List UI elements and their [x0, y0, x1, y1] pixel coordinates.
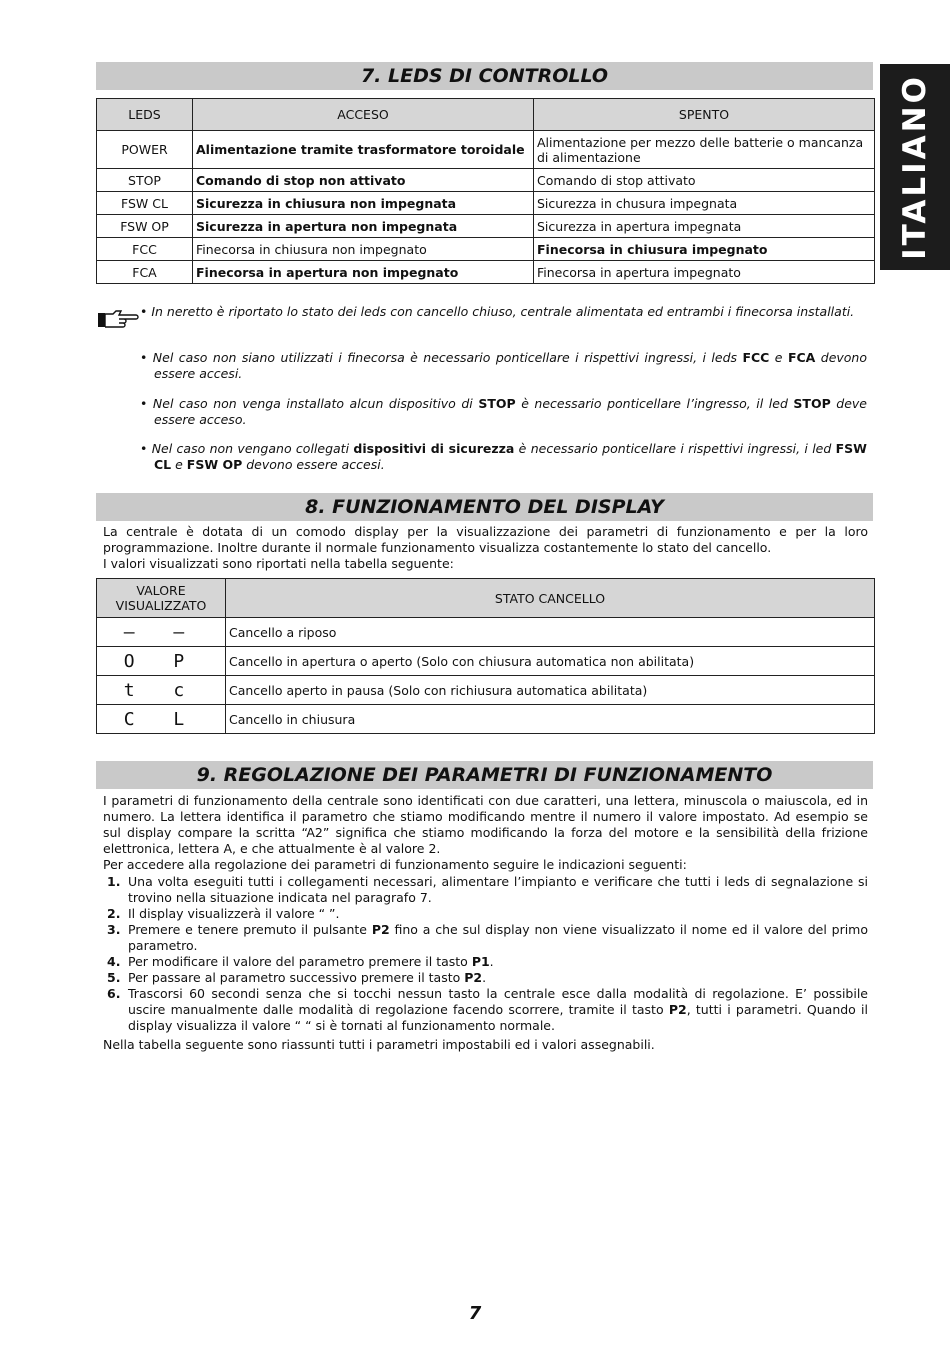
led-on-state: Finecorsa in apertura non impegnato [193, 261, 534, 284]
list-item: 6. Trascorsi 60 secondi senza che si tocchi nessun tasto la centrale esce dalla modalità di regolazione. E’ possibile uscire manualmente dalle modalità di regolazione facendo scorrere, tramite il tasto P2, tutti i parametri. Quando il display visualizza il valore “ “ si è tornati al funzionamento normale. [107, 986, 869, 1033]
col-header-stato: STATO CANCELLO [226, 579, 875, 618]
table-row [97, 261, 875, 284]
list-item: 1. Una volta eseguiti tutti i collegamenti necessari, alimentare l’impianto e verificare che tutti i leds di segnalazione si trovino nella situazione indicata nel paragrafo 7. [107, 874, 868, 905]
led-off-state: Alimentazione per mezzo delle batterie o mancanza di alimentazione [534, 131, 875, 169]
led-on-state: Sicurezza in chiusura non impegnata [193, 192, 534, 215]
table-row [97, 705, 875, 734]
led-on-state: Finecorsa in chiusura non impegnato [193, 238, 534, 261]
display-value: O P [97, 647, 226, 676]
pointing-hand-icon [97, 308, 141, 330]
section-8-title: 8. FUNZIONAMENTO DEL DISPLAY [96, 493, 873, 521]
table-row [97, 169, 875, 192]
led-off-state: Sicurezza in apertura impegnata [534, 215, 875, 238]
list-item: 3. Premere e tenere premuto il pulsante P2 fino a che sul display non viene visualizzato il nome ed il valore del primo parametro. [107, 922, 869, 953]
table-row [97, 238, 875, 261]
list-item: 2. Il display visualizzerà il valore “ ”. [107, 906, 340, 921]
led-name: FSW CL [97, 192, 193, 215]
language-tab-label: ITALIANO [897, 74, 933, 260]
table-row [97, 676, 875, 705]
display-header-row [97, 579, 875, 618]
gate-state: Cancello a riposo [226, 618, 875, 647]
led-name: STOP [97, 169, 193, 192]
display-value: t c [97, 676, 226, 705]
note-3: • Nel caso non venga installato alcun dispositivo di STOP è necessario ponticellare l’ingresso, il led STOP deve essere acceso. [140, 396, 868, 427]
gate-state: Cancello in apertura o aperto (Solo con chiusura automatica non abilitata) [226, 647, 875, 676]
steps-list [103, 874, 868, 1034]
list-item: 4. Per modificare il valore del parametro premere il tasto P1. [107, 954, 494, 969]
section-9-intro: I parametri di funzionamento della centrale sono identificati con due caratteri, una lettera, minuscola o maiuscola, ed in numero. La lettera identifica il parametro che stiamo modificando mentre il numero il valore impostato. Ad esempio se sul display compare la scritta “A2” significa che stiamo modificando la forza del motore e la sensibilità della frizione elettronica, lettera A, e che attualmente è al valore 2. Per accedere alla regolazione dei parametri di funzionamento seguire le indicazioni seguenti: [103, 793, 868, 872]
table-row [97, 618, 875, 647]
led-off-state: Finecorsa in chiusura impegnato [534, 238, 875, 261]
led-name: FCA [97, 261, 193, 284]
leds-header-row [97, 99, 875, 131]
led-off-state: Sicurezza in chusura impegnata [534, 192, 875, 215]
language-tab [880, 64, 950, 270]
display-value: C L [97, 705, 226, 734]
note-2: • Nel caso non siano utilizzati i finecorsa è necessario ponticellare i rispettivi ingressi, i leds FCC e FCA devono essere accesi. [140, 350, 868, 381]
section-9-outro: Nella tabella seguente sono riassunti tutti i parametri impostabili ed i valori assegnabili. [103, 1037, 655, 1052]
col-header-acceso: ACCESO [193, 99, 534, 131]
table-row [97, 215, 875, 238]
page-number: 7 [468, 1303, 482, 1324]
list-item: 5. Per passare al parametro successivo premere il tasto P2. [107, 970, 487, 985]
led-on-state: Sicurezza in apertura non impegnata [193, 215, 534, 238]
led-on-state: Comando di stop non attivato [193, 169, 534, 192]
led-name: FCC [97, 238, 193, 261]
leds-table [96, 98, 875, 284]
display-table [96, 578, 875, 734]
led-off-state: Comando di stop attivato [534, 169, 875, 192]
section-9-title: 9. REGOLAZIONE DEI PARAMETRI DI FUNZIONAMENTO [96, 761, 873, 789]
table-row [97, 131, 875, 169]
col-header-leds: LEDS [97, 99, 193, 131]
col-header-valore: VALORE VISUALIZZATO [97, 579, 226, 618]
led-name: FSW OP [97, 215, 193, 238]
gate-state: Cancello aperto in pausa (Solo con richiusura automatica abilitata) [226, 676, 875, 705]
led-on-state: Alimentazione tramite trasformatore toroidale [193, 131, 534, 169]
led-name: POWER [97, 131, 193, 169]
display-value: – – [97, 618, 226, 647]
table-row [97, 192, 875, 215]
note-4: • Nel caso non vengano collegati dispositivi di sicurezza è necessario ponticellare i rispettivi ingressi, i led FSW CL e FSW OP devono essere accesi. [140, 441, 867, 472]
led-off-state: Finecorsa in apertura impegnato [534, 261, 875, 284]
section-8-intro: La centrale è dotata di un comodo display per la visualizzazione dei parametri di funzionamento e per la loro programmazione. Inoltre durante il normale funzionamento visualizza costantemente lo stato del cancello. I valori visualizzati sono riportati nella tabella seguente: [103, 524, 868, 571]
table-row [97, 647, 875, 676]
gate-state: Cancello in chiusura [226, 705, 875, 734]
note-1: • In neretto è riportato lo stato dei leds con cancello chiuso, centrale alimentata ed entrambi i finecorsa installati. [140, 304, 855, 319]
col-header-spento: SPENTO [534, 99, 875, 131]
section-7-title: 7. LEDS DI CONTROLLO [96, 62, 873, 90]
